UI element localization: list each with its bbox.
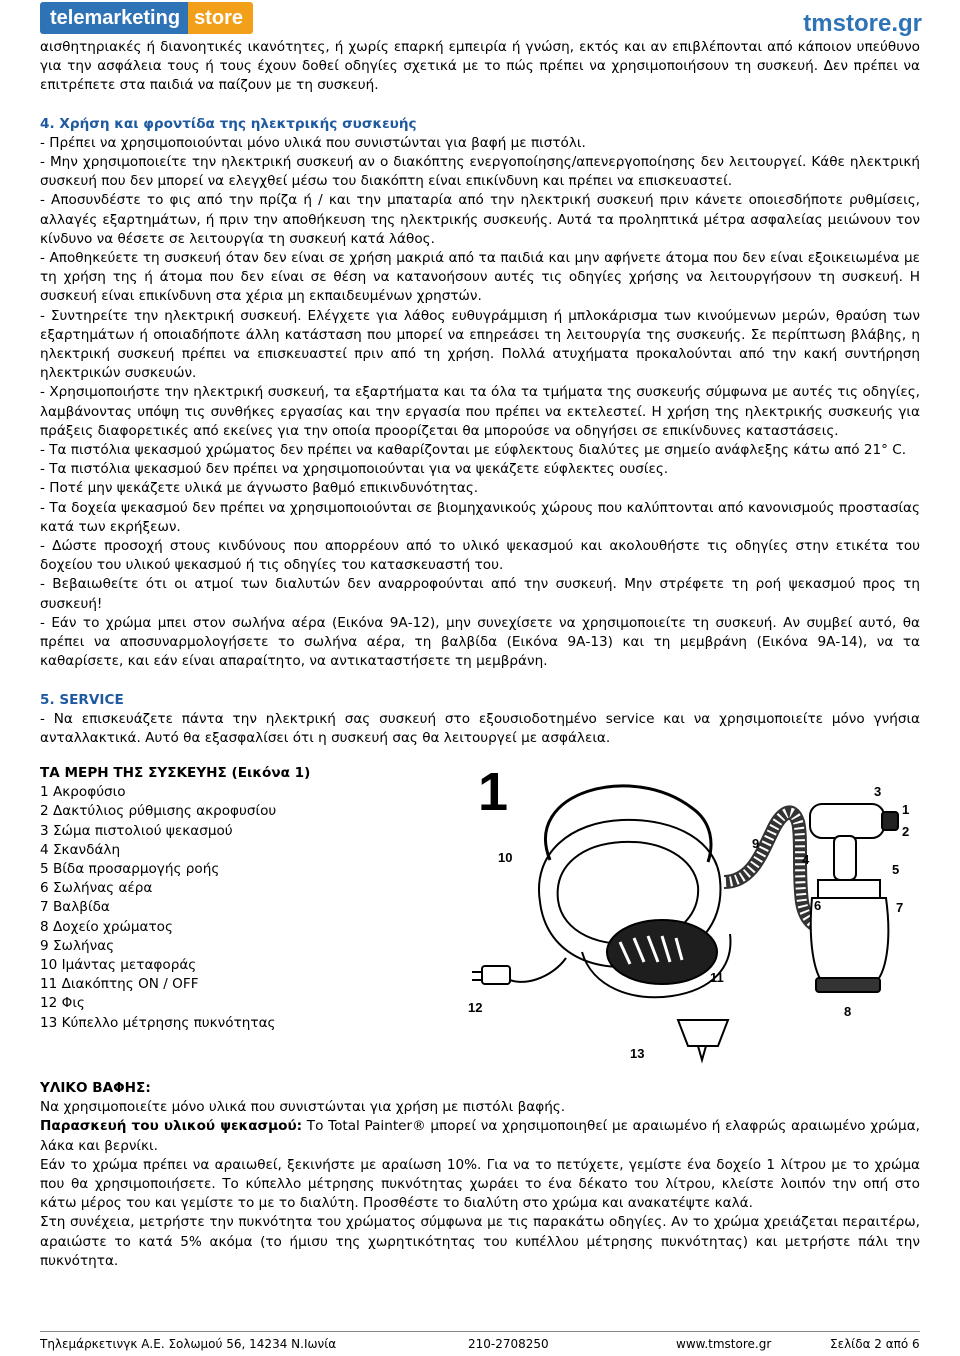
callout-1: 1 bbox=[902, 802, 910, 817]
part-item: 6 Σωλήνας αέρα bbox=[40, 880, 153, 897]
site-tld: .gr bbox=[891, 10, 922, 37]
section-4-paragraph: - Αποθηκεύετε τη συσκευή όταν δεν είναι σε χρήση μακριά από τα παιδιά και μην αφήνετε άτομα που δεν είναι εξοικειωμένα με τη χρήση της ή άτομα που δεν είναι σε θέση να κατανοήσουν αυτές τις οδηγίες χρήσης να λειτουργήσουν τη συσκευή. Η συσκευή είναι επικίνδυνη στα χέρια μη εκπαιδευμένων χρηστών. bbox=[40, 250, 920, 305]
footer-phone: 210-2708250 bbox=[468, 1337, 549, 1351]
viscosity-cup bbox=[678, 1020, 728, 1060]
intro-paragraph: αισθητηριακές ή διανοητικές ικανότητες, ή χωρίς επαρκή εμπειρία ή γνώση, εκτός και αν επιβλέπονται από κάποιον υπεύθυνο για την ασφάλεια τους ή τους έχουν δοθεί οδηγίες σχετικά με το πώς πρέπει να χρησιμοποιήσουν τη συσκευή. Δεν πρέπει να επιτρέπετε στα παιδιά να παίζουν με τη συσκευή. bbox=[40, 39, 920, 94]
callout-10: 10 bbox=[498, 850, 513, 865]
section-4-heading: 4. Χρήση και φροντίδα της ηλεκτρικής συσκευής bbox=[40, 115, 417, 132]
callout-11: 11 bbox=[710, 970, 724, 985]
section-4-paragraph: - Δώστε προσοχή στους κινδύνους που απορρέουν από το υλικό ψεκασμού και ακολουθήστε τις οδηγίες στην ετικέτα του δοχείου του υλικού ψεκασμού ή τις οδηγίες του κατασκευαστή του. bbox=[40, 538, 920, 574]
paint-title: ΥΛΙΚΟ ΒΑΦΗΣ: bbox=[40, 1080, 151, 1096]
section-4-paragraph: - Μην χρησιμοποιείτε την ηλεκτρική συσκευή αν ο διακόπτης ενεργοποίησης/απενεργοποίησης δεν λειτουργεί. Κάθε ηλεκτρική συσκευή που δεν μπορεί να ελεγχθεί μέσω του διακόπτη είναι επικίνδυνη και πρέπει να επισκευαστεί. bbox=[40, 154, 920, 190]
part-item: 11 Διακόπτης ON / OFF bbox=[40, 976, 199, 993]
section-5-heading: 5. SERVICE bbox=[40, 691, 124, 708]
part-item: 7 Βαλβίδα bbox=[40, 899, 110, 916]
footer-divider bbox=[40, 1331, 920, 1332]
parts-title: ΤΑ ΜΕΡΗ ΤΗΣ ΣΥΣΚΕΥΗΣ (Εικόνα 1) bbox=[40, 765, 311, 781]
part-item: 9 Σωλήνας bbox=[40, 937, 115, 954]
section-4-paragraph: - Βεβαιωθείτε ότι οι ατμοί των διαλυτών δεν αναρροφούνται από την συσκευή. Μην στρέφετε τη ροή ψεκασμού προς τη συσκευή! bbox=[40, 576, 920, 612]
part-item: 13 Κύπελλο μέτρησης πυκνότητας bbox=[40, 1014, 276, 1031]
section-4-paragraph: - Εάν το χρώμα μπει στον σωλήνα αέρα (Εικόνα 9Α-12), μην συνεχίσετε να χρησιμοποιείτε τη συσκευή. Αν συμβεί αυτό, θα πρέπει να αποσυναρμολογήσετε το σωλήνα αέρα, τη βαλβίδα (Εικόνα 9Α-13) και τη μεμβράνη (Εικόνα 9Α-14), να τα καθαρίσετε, και εάν είναι απαραίτητο, να αντικαταστήσετε τη μεμβράνη. bbox=[40, 614, 920, 670]
section-4-paragraph: - Τα δοχεία ψεκασμού δεν πρέπει να χρησιμοποιούνται σε βιομηχανικούς χώρους που καλύπτονται από κανονισμούς προστασίας κατά των εκρήξεων. bbox=[40, 499, 920, 535]
page-header bbox=[0, 0, 960, 40]
figure-number: 1 bbox=[478, 762, 509, 822]
section-4-paragraph: - Πρέπει να χρησιμοποιούνται μόνο υλικά που συνιστώνται για βαφή με πιστόλι. bbox=[40, 134, 586, 151]
parts-list bbox=[40, 783, 440, 1033]
logo-store: store bbox=[188, 2, 253, 34]
section-4-paragraph: - Συντηρείτε την ηλεκτρική συσκευή. Ελέγχετε για λάθος ευθυγράμμιση ή μπλοκάρισμα των κινούμενων μερών, θραύση των εξαρτημάτων ή οποιαδήποτε άλλη κατάσταση που μπορεί να επηρεάσει τη λειτουργία της συσκευής. Σε περίπτωση βλάβης, η ηλεκτρική συσκευή πρέπει να επισκευαστεί πριν από τη χρήση. Πολλά ατυχήματα προκαλούνται από την κακή συντήρηση ηλεκτρικών συσκευών. bbox=[40, 307, 920, 382]
paint-prep-label: Παρασκευή του υλικού ψεκασμού: bbox=[40, 1118, 303, 1135]
part-item: 2 Δακτύλιος ρύθμισης ακροφυσίου bbox=[40, 803, 277, 820]
callout-12: 12 bbox=[468, 1000, 483, 1015]
footer-page-number: Σελίδα 2 από 6 bbox=[830, 1337, 920, 1351]
parts-list-section bbox=[40, 764, 440, 1033]
power-cable bbox=[472, 958, 566, 984]
callout-6: 6 bbox=[814, 898, 822, 913]
callout-7: 7 bbox=[896, 900, 904, 915]
part-item: 5 Βίδα προσαρμογής ροής bbox=[40, 861, 220, 878]
part-item: 1 Ακροφύσιο bbox=[40, 784, 126, 801]
paint-material-section bbox=[40, 1079, 920, 1271]
spray-gun bbox=[810, 804, 898, 992]
callout-13: 13 bbox=[630, 1046, 645, 1061]
callout-9: 9 bbox=[752, 836, 760, 851]
section-4-paragraph: - Ποτέ μην ψεκάζετε υλικά με άγνωστο βαθμό επικινδυνότητας. bbox=[40, 480, 479, 497]
section-4-paragraph: - Τα πιστόλια ψεκασμού δεν πρέπει να χρησιμοποιούνται για να ψεκάζετε εύφλεκτες ουσίες. bbox=[40, 461, 669, 478]
footer-company: Τηλεμάρκετινγκ Α.Ε. Σολωμού 56, 14234 Ν.Ιωνία bbox=[40, 1337, 337, 1351]
main-text bbox=[40, 38, 920, 748]
part-item: 4 Σκανδάλη bbox=[40, 841, 121, 858]
paint-line: Στη συνέχεια, μετρήστε την πυκνότητα του χρώματος σύμφωνα με τις παρακάτω οδηγίες. Αν το χρώμα χρειάζεται περαιτέρω, αραιώστε το κατά 5% ακόμα (το ήμισυ της χωρητικότητας του κυπέλλου μέτρησης πυκνότητας) και μετρήστε πάλι την πυκνότητα. bbox=[40, 1214, 920, 1269]
site-name-main: tmstore bbox=[803, 10, 892, 37]
compressor-body bbox=[539, 820, 730, 997]
part-item: 8 Δοχείο χρώματος bbox=[40, 918, 173, 935]
paint-line: Εάν το χρώμα πρέπει να αραιωθεί, ξεκινήστε με αραίωση 10%. Για να το πετύχετε, γεμίστε ένα δοχείο 1 λίτρου με το χρώμα που θα χρησιμοποιήσετε. Το κύπελλο μέτρησης πυκνότητας χωράει το ένα δέκατο του λίτρου, κλείστε λοιπόν την οπή στο κάτω μέρος του και γεμίστε το με το διαλύτη. Προσθέστε το διαλύτη στο χρώμα και ανακατέψτε καλά. bbox=[40, 1156, 920, 1212]
part-item: 12 Φις bbox=[40, 995, 85, 1012]
section-5-paragraph: - Να επισκευάζετε πάντα την ηλεκτρική σας συσκευή στο εξουσιοδοτημένο service και να χρησιμοποιείτε μόνο γνήσια ανταλλακτικά. Αυτό θα εξασφαλίσει ότι η συσκευή σας θα λειτουργεί με ασφάλεια. bbox=[40, 710, 920, 746]
section-4-paragraph: - Χρησιμοποιήστε την ηλεκτρική συσκευή, τα εξαρτήματα και τα όλα τα τμήματα της συσκευής σύμφωνα με αυτές τις οδηγίες, λαμβάνοντας υπόψη τις συνθήκες εργασίας και την εργασία που πρέπει να εκτελεστεί. Η χρήση της ηλεκτρικής συσκευής για πράξεις διαφορετικές από εκείνες για την οποία προορίζεται θα μπορούσε να οδηγήσει σε επικίνδυνες καταστάσεις. bbox=[40, 384, 920, 439]
section-4-paragraph: - Αποσυνδέστε το φις από την πρίζα ή / και την μπαταρία από την ηλεκτρική συσκευή πριν κάνετε οποιεσδήποτε ρυθμίσεις, αλλαγές εξαρτημάτων, ή πριν την αποθήκευση της ηλεκτρικής συσκευής. Αυτά τα προληπτικά μέτρα ασφαλείας μειώνουν τον κίνδυνο να θέσετε σε λειτουργία τη συσκευή κατά λάθος. bbox=[40, 192, 920, 247]
brand-logo[interactable] bbox=[40, 2, 253, 34]
callout-3: 3 bbox=[874, 784, 882, 799]
callout-2: 2 bbox=[902, 824, 910, 839]
paint-prep bbox=[40, 1117, 920, 1155]
callout-8: 8 bbox=[844, 1004, 852, 1019]
paint-line: Να χρησιμοποιείτε μόνο υλικά που συνιστώνται για χρήση με πιστόλι βαφής. bbox=[40, 1099, 566, 1116]
page-footer bbox=[40, 1336, 920, 1352]
site-name[interactable] bbox=[803, 10, 922, 38]
callout-5: 5 bbox=[892, 862, 900, 877]
part-item: 3 Σώμα πιστολιού ψεκασμού bbox=[40, 822, 233, 839]
callout-4: 4 bbox=[802, 852, 810, 867]
device-figure bbox=[462, 752, 922, 1064]
logo-telemarketing: telemarketing bbox=[40, 2, 188, 34]
footer-website[interactable]: www.tmstore.gr bbox=[676, 1337, 772, 1351]
part-item: 10 Ιμάντας μεταφοράς bbox=[40, 957, 197, 974]
paint-prep-text: Το Total Painter® μπορεί να χρησιμοποιηθεί με αραιωμένο ή ελαφρώς αραιωμένο χρώμα, λάκα και βερνίκι. bbox=[40, 1118, 920, 1154]
section-4-paragraph: - Τα πιστόλια ψεκασμού χρώματος δεν πρέπει να καθαρίζονται με εύφλεκτους διαλύτες με σημείο ανάφλεξης κάτω από 21° C. bbox=[40, 442, 907, 459]
